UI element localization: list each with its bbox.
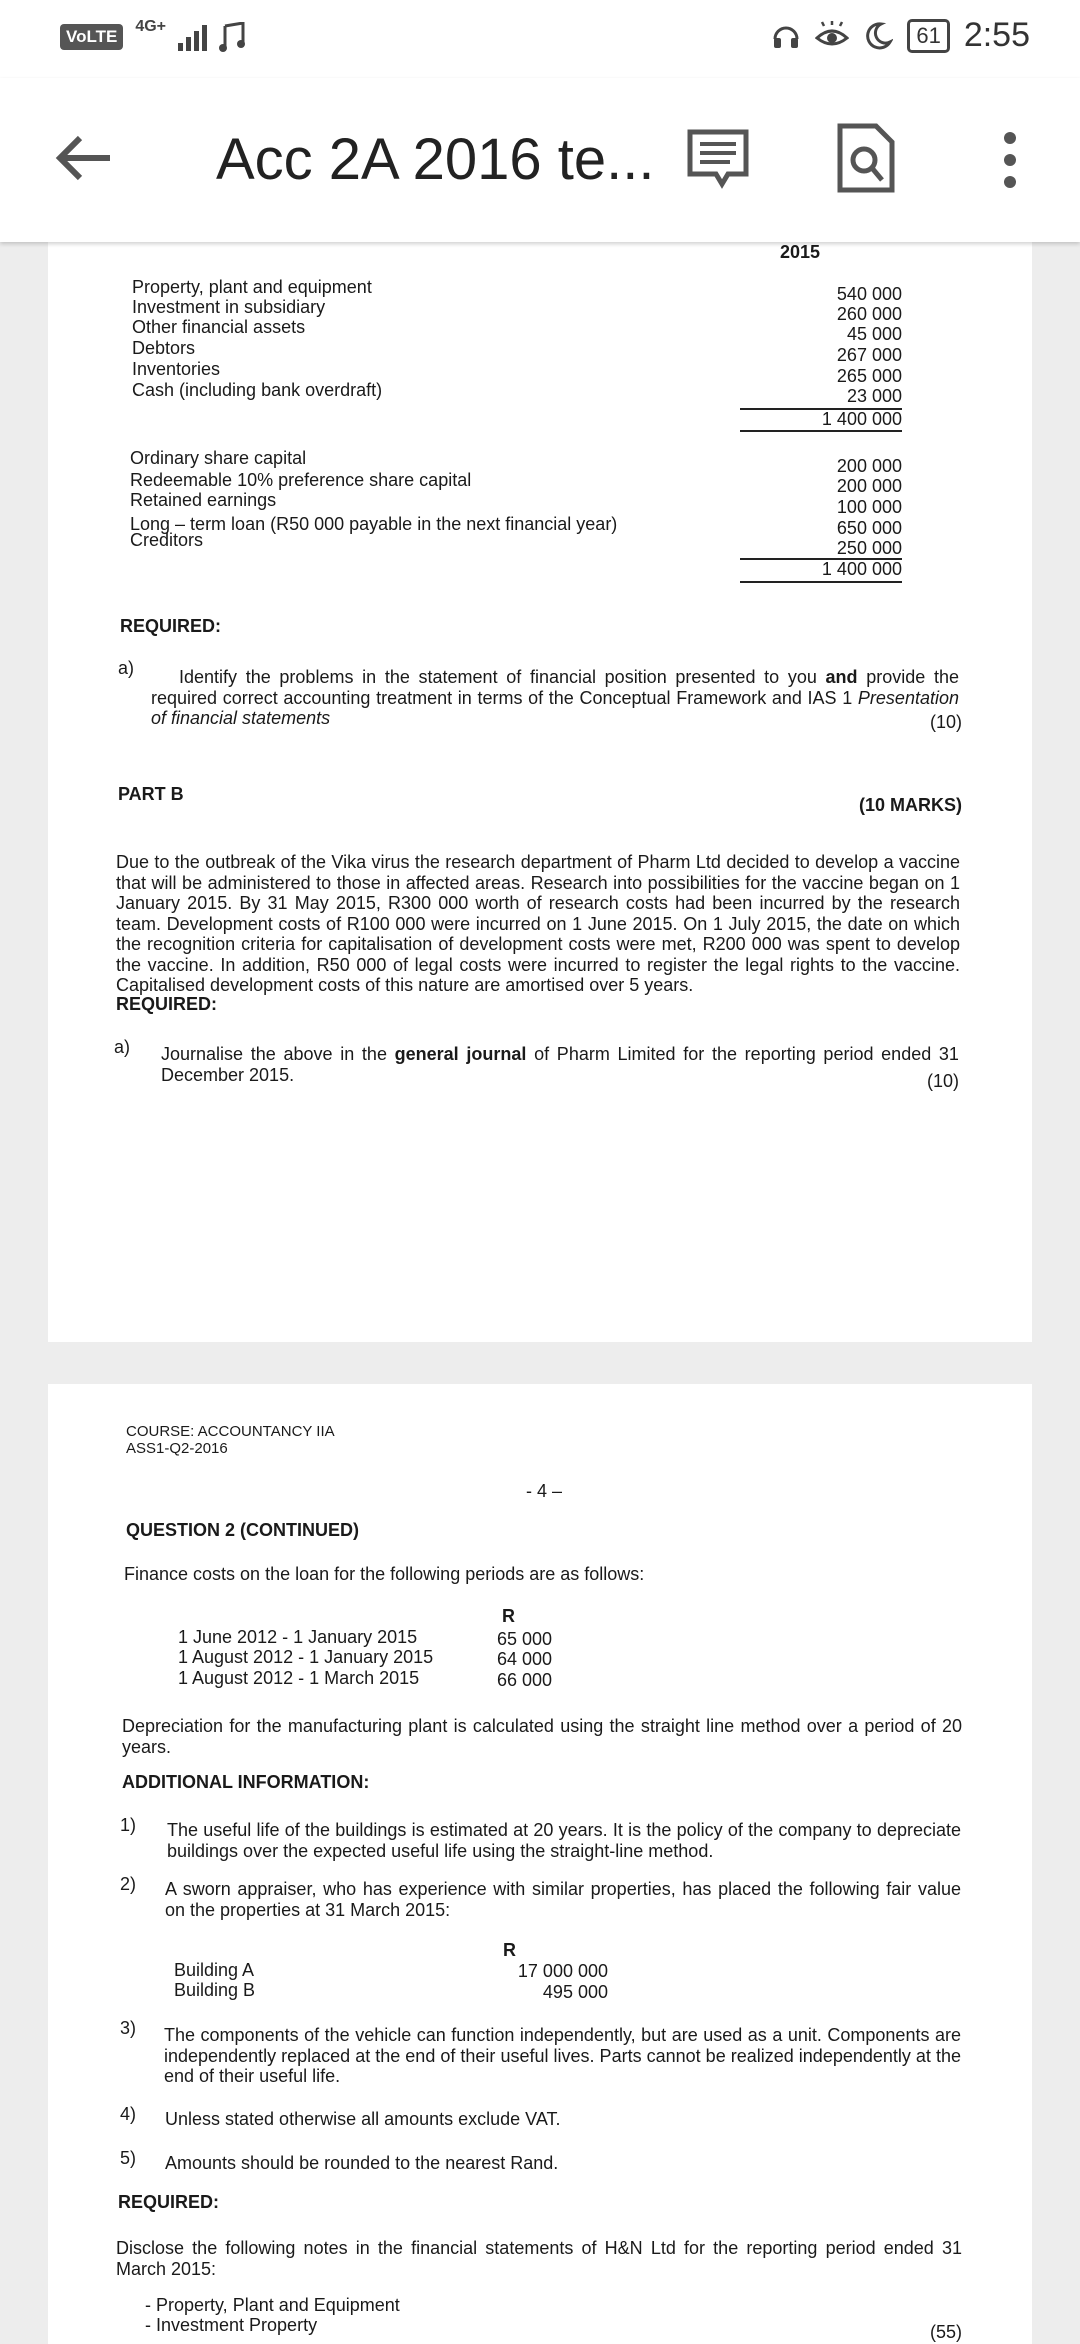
equity-total: 1 400 000 <box>821 559 902 579</box>
question-a-marks: (10) <box>929 712 962 732</box>
asset-label: Inventories <box>132 359 221 379</box>
asset-value: 23 000 <box>846 386 902 406</box>
equity-label: Long – term loan (R50 000 payable in the next financial year) <box>130 514 618 534</box>
info-number: 2) <box>120 1874 137 1894</box>
question-label: a) <box>118 658 135 678</box>
document-page-3[interactable] <box>48 242 1032 1342</box>
info-number: 1) <box>120 1815 137 1835</box>
battery-indicator: 61 <box>907 19 949 53</box>
equity-label: Creditors <box>130 530 204 550</box>
part-b-marks: (10 MARKS) <box>858 795 962 815</box>
depreciation-text: Depreciation for the manufacturing plant is calculated using the straight line method over a period of 20 years. <box>122 1716 962 1757</box>
disclose-text: Disclose the following notes in the financial statements of H&N Ltd for the reporting period ended 31 March 2015: <box>116 2238 962 2279</box>
info-text: Unless stated otherwise all amounts exclude VAT. <box>165 2109 561 2129</box>
asset-label: Investment in subsidiary <box>132 297 326 317</box>
asset-value: 260 000 <box>836 304 902 324</box>
asset-value: 265 000 <box>836 366 902 386</box>
currency-header: R <box>503 1940 516 1960</box>
course-name: COURSE: ACCOUNTANCY IIA <box>126 1423 335 1440</box>
equity-value: 100 000 <box>836 497 902 517</box>
total-marks: (55) <box>929 2322 962 2342</box>
info-number: 3) <box>120 2018 137 2038</box>
info-number: 5) <box>120 2148 137 2168</box>
equity-label: Redeemable 10% preference share capital <box>130 470 472 490</box>
finance-period: 1 June 2012 - 1 January 2015 <box>178 1627 418 1647</box>
question-a-text: Identify the problems in the statement of financial position presented to you and provide the required correct accounting treatment in terms of the Conceptual Framework and IAS 1 Presentation of financial statements <box>151 667 959 728</box>
eye-comfort-icon <box>815 21 849 51</box>
moon-icon <box>863 21 893 51</box>
info-text: The useful life of the buildings is estimated at 20 years. It is the policy of the company to depreciate buildings over the expected useful life using the straight-line method. <box>167 1820 961 1861</box>
asset-value: 540 000 <box>836 284 902 304</box>
required-heading: REQUIRED: <box>116 994 218 1014</box>
info-text: The components of the vehicle can function independently, but are used as a unit. Components are independently replaced at the end of their useful lives. Parts cannot be realized independently at the end of their useful life. <box>164 2025 961 2086</box>
total-line <box>740 581 902 583</box>
equity-label: Retained earnings <box>130 490 277 510</box>
building-value: 17 000 000 <box>517 1961 608 1981</box>
finance-value: 64 000 <box>497 1649 553 1669</box>
volte-indicator: VoLTE <box>60 24 123 50</box>
document-page-4[interactable] <box>48 1384 1032 2344</box>
question-b-marks: (10) <box>926 1071 959 1091</box>
total-line <box>740 430 902 432</box>
finance-intro: Finance costs on the loan for the following periods are as follows: <box>124 1564 645 1584</box>
equity-value: 250 000 <box>836 538 902 558</box>
network-type: 4G+ <box>135 18 166 35</box>
question-label: a) <box>114 1037 131 1057</box>
equity-value: 650 000 <box>836 518 902 538</box>
required-heading: REQUIRED: <box>120 616 222 636</box>
music-note-icon <box>219 22 247 52</box>
finance-value: 66 000 <box>497 1670 553 1690</box>
info-text: Amounts should be rounded to the nearest Rand. <box>165 2153 559 2173</box>
back-arrow-icon[interactable] <box>52 126 116 190</box>
question-heading: QUESTION 2 (CONTINUED) <box>126 1520 360 1540</box>
page-number: - 4 – <box>526 1481 563 1501</box>
asset-value: 267 000 <box>836 345 902 365</box>
info-number: 4) <box>120 2104 137 2124</box>
signal-icon <box>178 23 207 51</box>
finance-value: 65 000 <box>497 1629 553 1649</box>
document-title: Acc 2A 2016 te... <box>216 127 655 192</box>
info-text: A sworn appraiser, who has experience with similar properties, has placed the following fair value on the properties at 31 March 2015: <box>165 1879 961 1920</box>
note-item: - Property, Plant and Equipment <box>145 2295 400 2315</box>
finance-period: 1 August 2012 - 1 January 2015 <box>178 1647 434 1667</box>
finance-period: 1 August 2012 - 1 March 2015 <box>178 1668 420 1688</box>
part-b-heading: PART B <box>118 784 184 804</box>
status-bar <box>0 0 1080 78</box>
asset-label: Debtors <box>132 338 196 358</box>
clock: 2:55 <box>963 16 1030 54</box>
question-b-text: Journalise the above in the general journal of Pharm Limited for the reporting period ended 31 December 2015. <box>161 1044 959 1085</box>
required-heading: REQUIRED: <box>118 2192 220 2212</box>
comment-icon[interactable] <box>686 126 750 190</box>
note-item: - Investment Property <box>145 2315 318 2335</box>
asset-value: 45 000 <box>846 324 902 344</box>
find-in-document-icon[interactable] <box>836 122 896 194</box>
building-name: Building B <box>174 1980 256 2000</box>
more-options-icon[interactable] <box>990 128 1030 192</box>
asset-label: Cash (including bank overdraft) <box>132 380 383 400</box>
headphones-icon <box>771 21 801 51</box>
additional-info-heading: ADDITIONAL INFORMATION: <box>122 1772 370 1792</box>
equity-label: Ordinary share capital <box>130 448 307 468</box>
currency-header: R <box>502 1606 515 1626</box>
asset-label: Property, plant and equipment <box>132 277 372 297</box>
equity-value: 200 000 <box>836 476 902 496</box>
asset-label: Other financial assets <box>132 317 306 337</box>
building-name: Building A <box>174 1960 255 1980</box>
course-code: ASS1-Q2-2016 <box>126 1440 228 1457</box>
part-b-paragraph: Due to the outbreak of the Vika virus the research department of Pharm Ltd decided to develop a vaccine that will be administered to those in affected areas. Research into possibilities for the vaccine began on 1 January 2015. By 31 May 2015, R300 000 worth of research costs had been incurred by the research team. Development costs of R100 000 were incurred on 1 June 2015. On 1 July 2015, the date on which the recognition criteria for capitalisation of development costs were met, R200 000 was spent to develop the vaccine. In addition, R50 000 of legal costs were incurred to register the legal rights to the vaccine. Capitalised development costs of this nature are amortised over 5 years. <box>116 852 960 995</box>
year-header: 2015 <box>780 242 821 262</box>
equity-value: 200 000 <box>836 456 902 476</box>
building-value: 495 000 <box>542 1982 608 2002</box>
app-bar <box>0 78 1080 242</box>
assets-total: 1 400 000 <box>821 409 902 429</box>
